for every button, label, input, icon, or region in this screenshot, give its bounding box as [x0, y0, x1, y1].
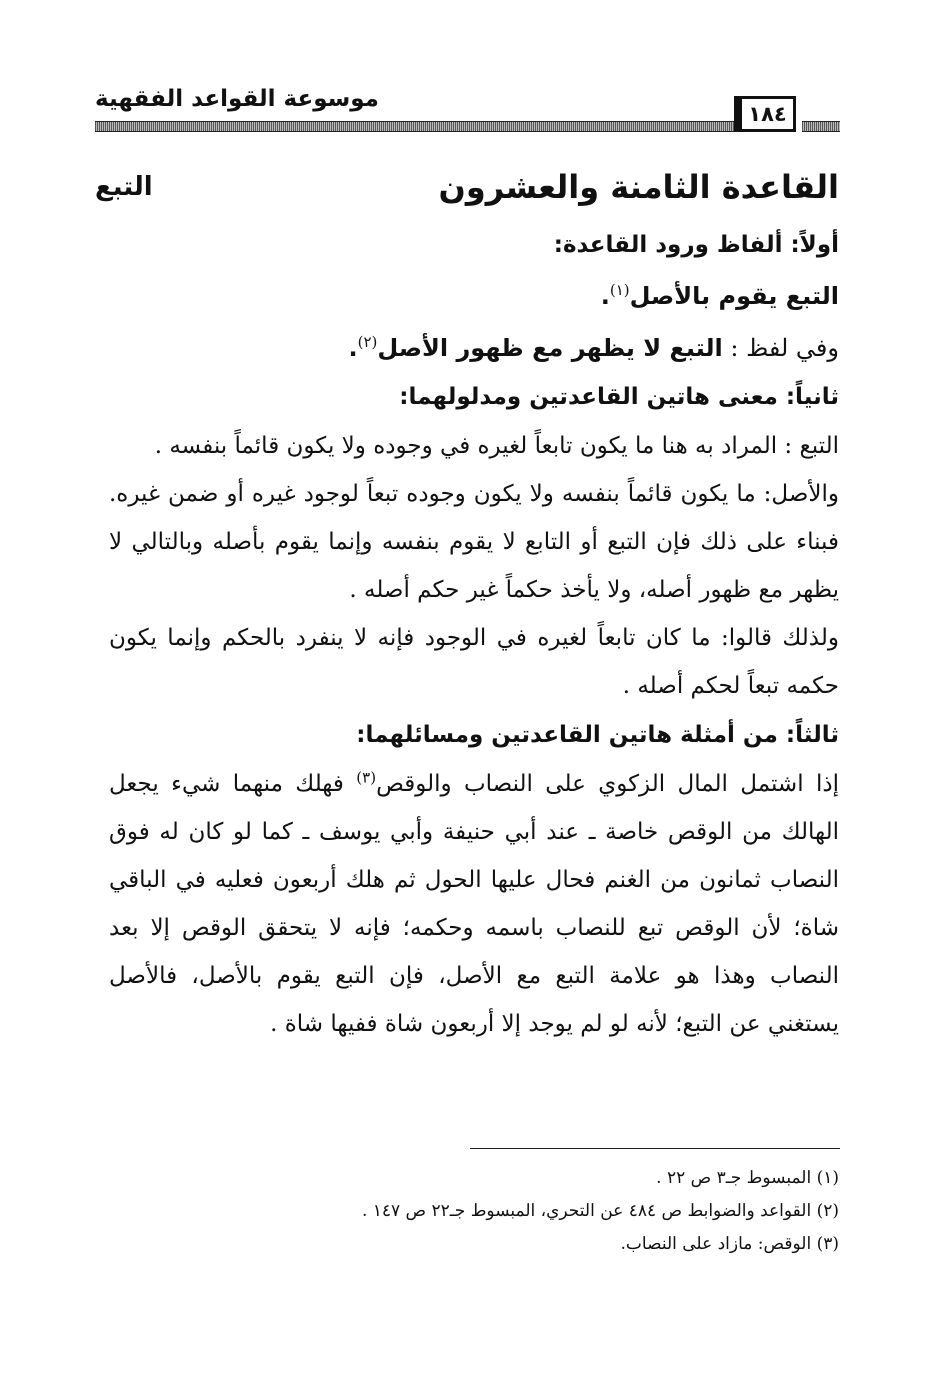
- rule-form-2-text: التبع لا يظهر مع ظهور الأصل: [377, 334, 723, 362]
- paragraph-asl-definition: والأصل: ما يكون قائماً بنفسه ولا يكون وجوده تبعاً لوجود غيره أو ضمن غيره. فبناء على ذلك فإن التبع أو التابع لا يقوم بنفسه وإنما يقوم بأصله وبالتالي لا يظهر مع ظهور أصله، ولا يأخذ حكماً غير حكم أصله .: [109, 481, 839, 603]
- rule-form-1-end: .: [600, 282, 610, 310]
- header-rule-right: [802, 121, 840, 132]
- section-1-heading: أولاً: ألفاظ ورود القاعدة:: [553, 232, 839, 258]
- footnote-ref-3: (٣): [356, 768, 377, 787]
- rule-form-2-prefix: وفي لفظ :: [722, 334, 839, 362]
- paragraph-tabi-definition: التبع : المراد به هنا ما يكون تابعاً لغيره في وجوده ولا يكون قائماً بنفسه .: [154, 433, 839, 459]
- page-number: ١٨٤: [734, 96, 796, 132]
- header-rule: [95, 121, 735, 132]
- book-title: موسوعة القواعد الفقهية: [95, 86, 379, 112]
- footnotes: [109, 1162, 839, 1261]
- example-text-rest: فهلك منهما شيء يجعل الهالك من الوقص خاصة ـ عند أبي حنيفة وأبي يوسف ـ كما لو كان له فوق النصاب ثمانون من الغنم فحال عليها الحول ثم هلك أربعون فعليه في الباقي شاة؛ لأن الوقص تبع للنصاب باسمه وحكمه؛ فإنه لا يتحقق الوقص إلا بعد النصاب وهذا هو علامة التبع مع الأصل، فإن التبع يقوم بالأصل، فالأصل يستغني عن التبع؛ لأنه لو لم يوجد إلا أربعون شاة ففيها شاة .: [109, 771, 839, 1037]
- rule-form-1: [109, 270, 839, 322]
- running-header: [95, 78, 840, 136]
- footnote-ref-2: (٢): [357, 333, 378, 351]
- footnote-2: (٢) القواعد والضوابط ص ٤٨٤ عن التحري، المبسوط جـ٢٢ ص ١٤٧ .: [361, 1201, 839, 1221]
- rule-form-1-text: التبع يقوم بالأصل: [629, 282, 839, 310]
- main-text: [109, 228, 839, 1048]
- footnote-divider: [470, 1148, 840, 1149]
- section-2-heading: ثانياً: معنى هاتين القاعدتين ومدلولهما:: [399, 384, 839, 410]
- rule-heading: القاعدة الثامنة والعشرون: [438, 168, 839, 206]
- rule-form-2-end: .: [348, 334, 358, 362]
- paragraph-example: [109, 760, 839, 1048]
- footnote-ref-1: (١): [609, 281, 630, 299]
- example-text-start: إذا اشتمل المال الزكوي على النصاب والوقص: [376, 771, 839, 797]
- section-3-heading: ثالثاً: من أمثلة هاتين القاعدتين ومسائلهما:: [356, 722, 839, 748]
- rule-tag: التبع: [95, 172, 153, 202]
- paragraph-conclusion: ولذلك قالوا: ما كان تابعاً لغيره في الوجود فإنه لا ينفرد بالحكم وإنما يكون حكمه تبعاً لحكم أصله .: [109, 625, 839, 699]
- footnote-3: (٣) الوقص: مازاد على النصاب.: [620, 1234, 839, 1254]
- rule-form-2: [109, 322, 839, 374]
- footnote-1: (١) المبسوط جـ٣ ص ٢٢ .: [656, 1168, 839, 1188]
